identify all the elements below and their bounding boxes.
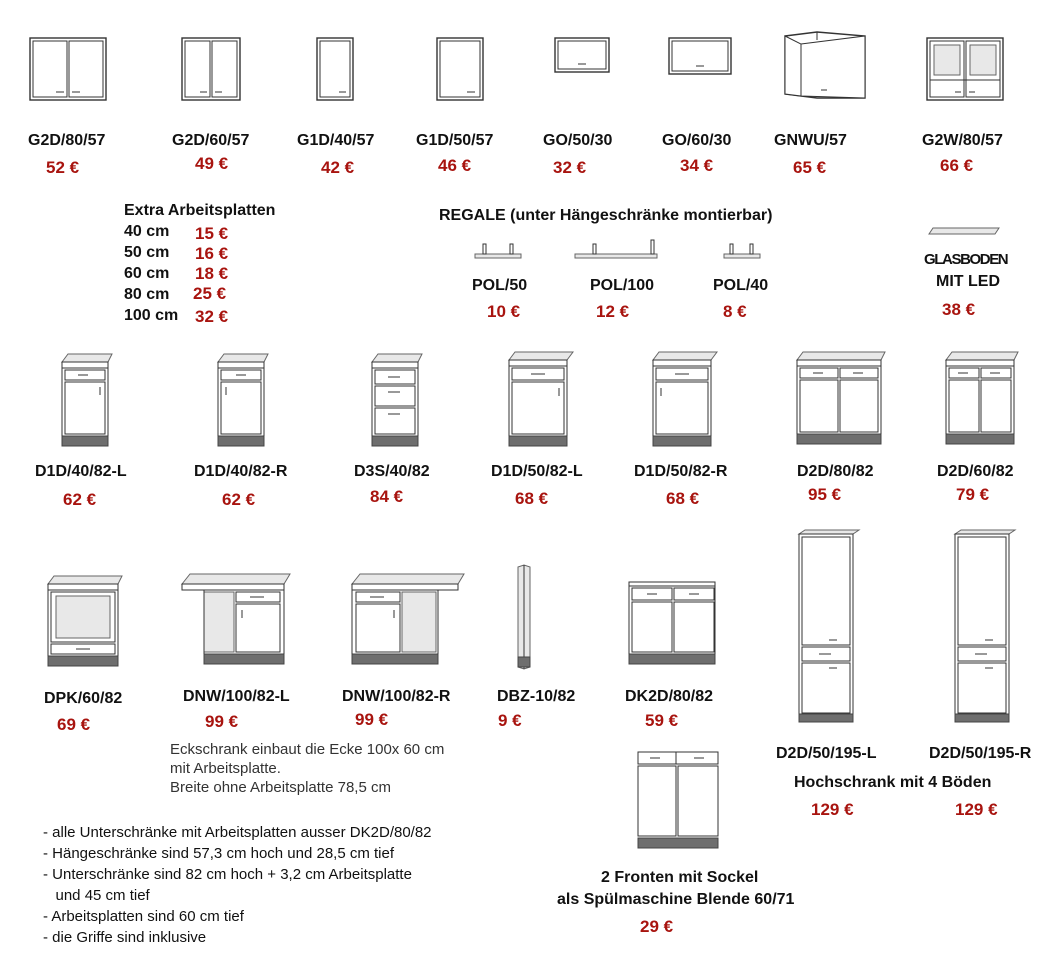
cabinet-dpk-60-82-image (46, 574, 124, 670)
bottom-code-3: DNW/100/82-R (342, 688, 451, 705)
top-code-1: G2D/80/57 (28, 132, 106, 149)
notes-list (43, 822, 432, 948)
corner-note-line-1: Eckschrank einbaut die Ecke 100x 60 cm (170, 741, 445, 758)
dishwasher-price: 29 € (640, 917, 674, 936)
shelf-pol-40-image (722, 240, 762, 260)
cabinet-go-60-30-image (667, 36, 733, 76)
middle-code-3: D3S/40/82 (354, 463, 430, 480)
worktop-size-3: 60 cm (124, 265, 170, 282)
tall-caption: Hochschrank mit 4 Böden (794, 774, 992, 791)
shelf-price-3: 8 € (723, 302, 747, 321)
middle-code-1: D1D/40/82-L (35, 463, 127, 480)
bottom-code-1: DPK/60/82 (44, 690, 123, 707)
top-price-6: 34 € (680, 156, 714, 175)
top-code-8: G2W/80/57 (922, 132, 1003, 149)
cabinet-d1d-50-82-l-image (507, 350, 575, 450)
bottom-code-2: DNW/100/82-L (183, 688, 290, 705)
worktop-price-2: 16 € (195, 244, 229, 263)
bottom-code-4: DBZ-10/82 (497, 688, 576, 705)
note-5: - Arbeitsplatten sind 60 cm tief (43, 908, 244, 925)
top-price-7: 65 € (793, 158, 827, 177)
cabinet-dnw-100-82-l-image (180, 572, 292, 668)
middle-code-7: D2D/60/82 (937, 463, 1014, 480)
top-code-2: G2D/60/57 (172, 132, 250, 149)
cabinet-d2d-50-195-l-image (797, 528, 861, 728)
top-price-2: 49 € (195, 154, 229, 173)
middle-price-2: 62 € (222, 490, 256, 509)
note-3: - Unterschränke sind 82 cm hoch + 3,2 cm Arbeitsplatte (43, 866, 412, 883)
top-code-4: G1D/50/57 (416, 132, 494, 149)
cabinet-g2w-80-57-image (925, 36, 1005, 102)
shelf-pol-50-image (473, 240, 523, 260)
tall-code-2: D2D/50/195-R (929, 745, 1032, 762)
cabinet-d2d-80-82-image (795, 350, 887, 446)
middle-code-5: D1D/50/82-R (634, 463, 728, 480)
middle-code-2: D1D/40/82-R (194, 463, 288, 480)
shelf-code-3: POL/40 (713, 277, 769, 294)
cabinet-gnwu-57-image (783, 30, 867, 102)
worktop-price-5: 32 € (195, 307, 229, 326)
cabinet-dbz-10-82-image (514, 563, 534, 671)
cabinet-g1d-40-57-image (315, 36, 355, 102)
middle-code-6: D2D/80/82 (797, 463, 874, 480)
middle-price-5: 68 € (666, 489, 700, 508)
top-price-8: 66 € (940, 156, 974, 175)
top-price-1: 52 € (46, 158, 80, 177)
tall-price-1: 129 € (811, 800, 854, 819)
note-2: - Hängeschränke sind 57,3 cm hoch und 28,5 cm tief (43, 845, 395, 862)
shelf-pol-100-image (573, 238, 659, 260)
cabinet-d2d-50-195-r-image (953, 528, 1017, 728)
note-4: und 45 cm tief (43, 887, 150, 904)
bottom-price-4: 9 € (498, 711, 522, 730)
cabinet-d1d-40-82-l-image (60, 352, 114, 450)
worktop-size-2: 50 cm (124, 244, 170, 261)
cabinet-dnw-100-82-r-image (350, 572, 466, 668)
top-code-7: GNWU/57 (774, 132, 847, 149)
top-code-3: G1D/40/57 (297, 132, 375, 149)
cabinet-d2d-60-82-image (944, 350, 1020, 446)
bottom-price-2: 99 € (205, 712, 239, 731)
cabinet-go-50-30-image (553, 36, 611, 74)
middle-price-7: 79 € (956, 485, 990, 504)
dishwasher-front-image (636, 750, 720, 850)
top-price-3: 42 € (321, 158, 355, 177)
cabinet-d1d-40-82-r-image (216, 352, 270, 450)
middle-code-4: D1D/50/82-L (491, 463, 583, 480)
worktop-size-4: 80 cm (124, 286, 170, 303)
corner-note-line-2: mit Arbeitsplatte. (170, 760, 281, 777)
glass-shelf-line2: MIT LED (936, 273, 1000, 290)
cabinet-g1d-50-57-image (435, 36, 485, 102)
worktop-size-5: 100 cm (124, 307, 179, 324)
note-6: - die Griffe sind inklusive (43, 929, 207, 946)
bottom-price-5: 59 € (645, 711, 679, 730)
dishwasher-line2: als Spülmaschine Blende 60/71 (557, 891, 795, 908)
dishwasher-line1: 2 Fronten mit Sockel (601, 869, 759, 886)
glass-shelf-line1: GLASBODEN (924, 251, 1008, 268)
top-price-5: 32 € (553, 158, 587, 177)
bottom-code-5: DK2D/80/82 (625, 688, 714, 705)
middle-price-1: 62 € (63, 490, 97, 509)
cabinet-d1d-50-82-r-image (651, 350, 719, 450)
corner-note-line-3: Breite ohne Arbeitsplatte 78,5 cm (170, 779, 391, 796)
worktop-price-3: 18 € (195, 264, 229, 283)
tall-price-2: 129 € (955, 800, 998, 819)
worktops-title: Extra Arbeitsplatten (124, 202, 276, 219)
shelf-price-2: 12 € (596, 302, 630, 321)
bottom-price-3: 99 € (355, 710, 389, 729)
top-price-4: 46 € (438, 156, 472, 175)
cabinet-g2d-60-57-image (180, 36, 242, 102)
shelves-title: REGALE (unter Hängeschränke montierbar) (439, 207, 773, 224)
middle-price-6: 95 € (808, 485, 842, 504)
top-code-6: GO/60/30 (662, 132, 732, 149)
shelf-code-1: POL/50 (472, 277, 528, 294)
shelf-code-2: POL/100 (590, 277, 655, 294)
tall-code-1: D2D/50/195-L (776, 745, 877, 762)
shelf-price-1: 10 € (487, 302, 521, 321)
glass-shelf-price: 38 € (942, 300, 976, 319)
glass-shelf-image (927, 226, 1001, 236)
corner-note (170, 740, 444, 797)
worktop-size-1: 40 cm (124, 223, 170, 240)
cabinet-g2d-80-57-image (28, 36, 108, 102)
worktop-price-4: 25 € (193, 284, 227, 303)
cabinet-d3s-40-82-image (370, 352, 424, 450)
middle-price-4: 68 € (515, 489, 549, 508)
note-1: - alle Unterschränke mit Arbeitsplatten ausser DK2D/80/82 (43, 824, 432, 841)
bottom-price-1: 69 € (57, 715, 91, 734)
middle-price-3: 84 € (370, 487, 404, 506)
cabinet-dk2d-80-82-image (627, 576, 719, 666)
worktop-price-1: 15 € (195, 224, 229, 243)
top-code-5: GO/50/30 (543, 132, 613, 149)
